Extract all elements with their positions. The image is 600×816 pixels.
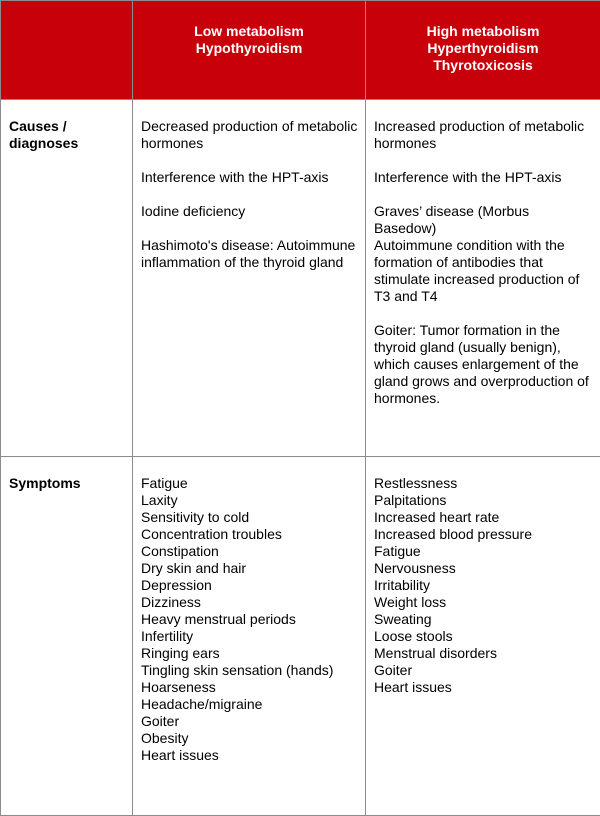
symptom-low-item: Constipation [141, 543, 359, 560]
causes-high-item: Graves’ disease (Morbus Basedow) [374, 203, 594, 237]
symptom-low-item: Laxity [141, 492, 359, 509]
symptom-low-item: Hoarseness [141, 679, 359, 696]
header-row [1, 1, 600, 100]
symptom-high-item: Nervousness [374, 560, 594, 577]
symptom-low-item: Concentration troubles [141, 526, 359, 543]
causes-high-item: Autoimmune condition with the formation of antibodies that stimulate increased production of T3 and T4 [374, 237, 594, 305]
header-low-metabolism [133, 1, 366, 100]
causes-label-line-1: Causes / [9, 118, 126, 135]
symptom-low-item: Headache/migraine [141, 696, 359, 713]
symptom-low-item: Dizziness [141, 594, 359, 611]
symptom-low-item: Depression [141, 577, 359, 594]
symptoms-high-cell [366, 457, 600, 816]
causes-high-item: Goiter: Tumor formation in the thyroid gland (usually benign), which causes enlargement of the gland grows and overproduction of hormones. [374, 322, 594, 407]
symptom-high-item: Irritability [374, 577, 594, 594]
header-corner-cell [1, 1, 133, 100]
causes-label-line-2: diagnoses [9, 135, 126, 152]
causes-low-item: Hashimoto's disease: Autoimmune inflammation of the thyroid gland [141, 237, 359, 271]
header-high-line-1: High metabolism [366, 23, 600, 40]
symptom-high-item: Loose stools [374, 628, 594, 645]
symptoms-label: Symptoms [1, 457, 133, 816]
symptoms-row [1, 457, 600, 816]
symptom-high-item: Restlessness [374, 475, 594, 492]
symptoms-low-cell [133, 457, 366, 816]
symptom-high-item: Menstrual disorders [374, 645, 594, 662]
symptom-low-item: Sensitivity to cold [141, 509, 359, 526]
symptom-low-item: Ringing ears [141, 645, 359, 662]
causes-label [1, 100, 133, 457]
symptom-high-item: Goiter [374, 662, 594, 679]
symptom-low-item: Infertility [141, 628, 359, 645]
symptom-high-item: Sweating [374, 611, 594, 628]
causes-high-cell [366, 100, 600, 457]
causes-high-item: Interference with the HPT-axis [374, 169, 594, 186]
causes-low-cell [133, 100, 366, 457]
symptom-high-item: Heart issues [374, 679, 594, 696]
symptom-high-item: Increased blood pressure [374, 526, 594, 543]
causes-low-item: Iodine deficiency [141, 203, 359, 220]
symptom-high-item: Palpitations [374, 492, 594, 509]
symptom-high-item: Weight loss [374, 594, 594, 611]
symptom-low-item: Heart issues [141, 747, 359, 764]
symptom-high-item: Increased heart rate [374, 509, 594, 526]
symptom-low-item: Fatigue [141, 475, 359, 492]
header-high-line-3: Thyrotoxicosis [366, 57, 600, 74]
causes-low-item: Interference with the HPT-axis [141, 169, 359, 186]
symptom-low-item: Heavy menstrual periods [141, 611, 359, 628]
causes-low-item: Decreased production of metabolic hormones [141, 118, 359, 152]
header-high-metabolism [366, 1, 600, 100]
symptom-high-item: Fatigue [374, 543, 594, 560]
header-low-line-2: Hypothyroidism [133, 40, 365, 57]
causes-row [1, 100, 600, 457]
symptom-low-item: Goiter [141, 713, 359, 730]
header-low-line-1: Low metabolism [133, 23, 365, 40]
header-high-line-2: Hyperthyroidism [366, 40, 600, 57]
symptom-low-item: Obesity [141, 730, 359, 747]
symptom-low-item: Tingling skin sensation (hands) [141, 662, 359, 679]
symptom-low-item: Dry skin and hair [141, 560, 359, 577]
causes-high-item: Increased production of metabolic hormones [374, 118, 594, 152]
